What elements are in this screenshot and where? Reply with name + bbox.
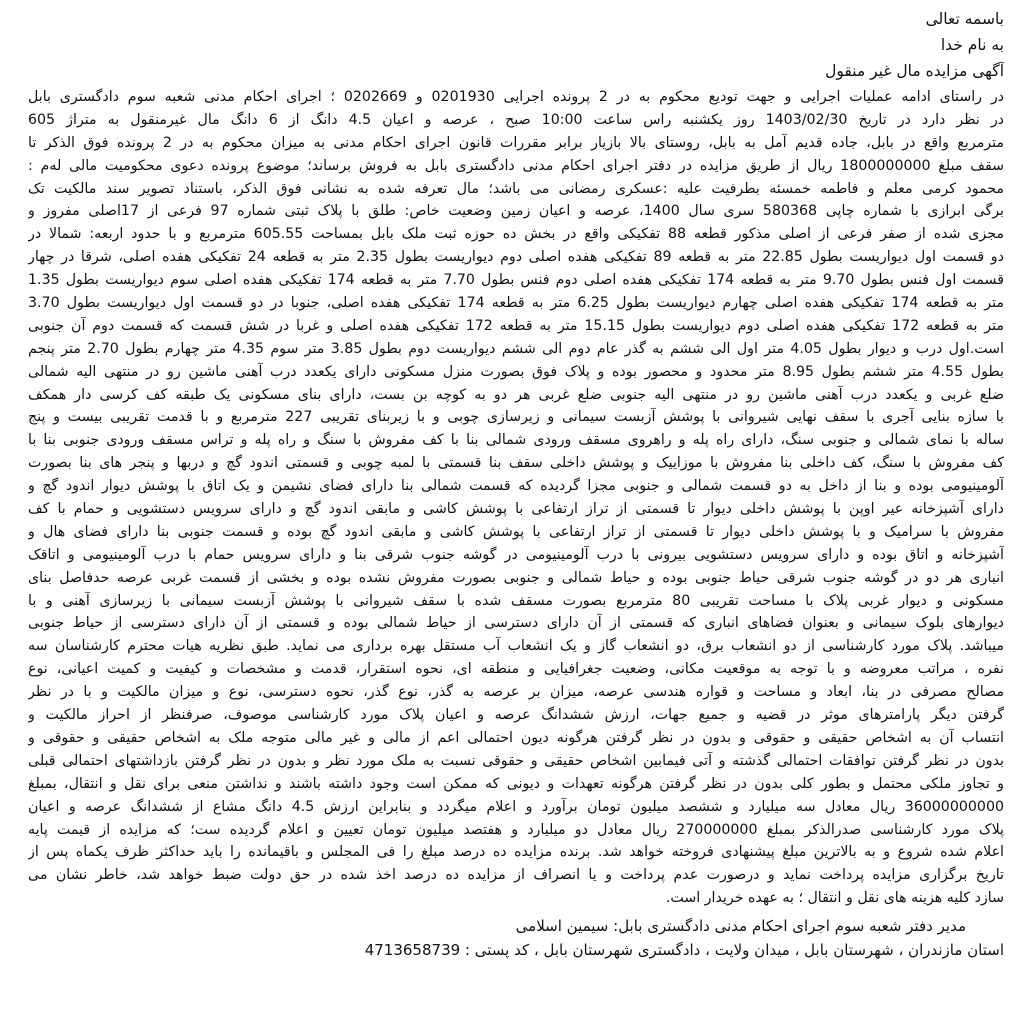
body-line: متر به قطعه 174 تفکیکی هفده اصلی چهارم دیواریست بطول 6.25 متر به قطعه 174 تفکیکی هفده اصلی، جنوبا در دو قسمت اول دیواریست بطول 3.70 [28, 295, 1004, 312]
body-line: است.اول درب و دیوار بطول 4.05 متر اول الی ششم به گذر عام دوم الی ششم دیواریست دوم بطول 3.85 متر سوم 4.35 متر چهارم بطول 2.70 متر پنجم [28, 340, 1004, 357]
notice-title: آگهی مزایده مال غیر منقول [825, 62, 1004, 80]
notice-body [28, 86, 1004, 910]
body-line: کف مفروش با سنگ، کف داخلی بنا مفروش با موزاییک و پوشش داخلی سقف بنا قسمتی با لمبه چوبی و قسمتی اندود گچ و دربها و پنجر های بنا بصورت [28, 455, 1004, 472]
body-line: میباشد. پلاک مورد کارشناسی از دو انشعاب برق، دو انشعاب گاز و یک انشعاب آب مستقل بهره برداری می نماید. طبق نظریه هیات محترم کارشناسان سه [28, 638, 1004, 655]
body-line: ساله با نمای شمالی و جنوبی سنگ، دارای راه پله و راهروی مسقف ورودی شمالی بنا با کف مفروش با سنگ و راه پله و تراس مسقف ورودی جنوبی بنا با [28, 432, 1004, 449]
notice-footer [28, 914, 1004, 962]
body-line: متر به قطعه 172 تفکیکی هفده اصلی دوم دیواریست بطول 15.15 متر به قطعه 172 تفکیکی هفده اصلی و غربا در شش قسمت که قسمت دوم آن جنوبی [28, 317, 1004, 334]
body-line: بدون در نظر گرفتن توافقات احتمالی گذشته و آتی فیمابین اشخاص حقیقی و حقوقی نسبت به ملک مورد نظر و بدون در نظر گرفتن بازداشتهای احتمالی قبلی [28, 752, 1004, 769]
body-line: و تجاوز ملکی محتمل و بطور کلی بدون در نظر گرفتن هرگونه تعهدات و دیونی که ممکن است وجود داشته باشند و نداشتن منعی برای نقل و انتقال، بمبلغ [28, 775, 1004, 792]
body-line: سقف مبلغ 1800000000 ریال از طریق مزایده در دفتر اجرای احکام مدنی دادگستری بابل به فروش برساند؛ موضوع پرونده دعوی محکومیت مالی له‌م : [28, 157, 1004, 174]
header-invocation: باسمه تعالی [925, 10, 1004, 28]
body-line: اعلام شده شروع و به بالاترین مبلغ پیشنهادی فروخته خواهد شد. برنده مزایده ده درصد مبلغ را فی المجلس و باقیمانده را باید حداکثر ظرف یکماه پس از [28, 844, 1004, 861]
body-line: برگی ابرازی با شماره چاپی 580368 سری سال 1400، عرصه و اعیان زمین وضعیت خاص: طلق با پلاک ثبتی شماره 97 فرعی از 17اصلی مفروز و [28, 203, 1004, 220]
body-line: تاریخ برگزاری مزایده پرداخت نماید و درصورت عدم پرداخت و یا انصراف از مزایده ده درصد اخذ شده در حق دولت ضبط خواهد شد، خاطر نشان می [28, 867, 1004, 884]
body-line: در راستای ادامه عملیات اجرایی و جهت تودیع محکوم به در 2 پرونده اجرایی 0201930 و 0202669 ؛ اجرای احکام مدنی شعبه سوم دادگستری بابل [28, 89, 1004, 105]
body-line: 36000000000 ریال معادل سه میلیارد و ششصد میلیون تومان برآورد و اعلام میگردد و بنابراین ارزش 4.5 دانگ مشاع از ششدانگ عرصه و اعیان [28, 798, 1004, 815]
body-line: نفره ، مراتب معروضه و با توجه به موقعیت مکانی، وضعیت جغرافیایی و منطقه ای، نحوه استقرار، قدمت و مشخصات و کیفیت و کمیت اعیانی، نوع [28, 661, 1004, 678]
body-line: مفروش با سرامیک و با پوشش داخلی دیوار تا قسمتی از تراز ارتفاعی با پوشش کاشی و مابقی اندود گچ بوده و قسمت جنوبی بنا دارای فضای هال و [28, 523, 1004, 540]
header-in-name: به نام خدا [940, 36, 1004, 54]
body-line: انتساب آن به اشخاص حقیقی و حقوقی و بدون در نظر گرفتن هرگونه دیون احتمالی اعم از مالی و غیر مالی متوجه ملک به اشخاص حقیقی و حقوقی و [28, 729, 1004, 746]
body-line: بطول 4.55 متر ششم بطول 8.95 متر محدود و محصور بوده و پلاک فوق بصورت منزل مسکونی دارای یکعدد درب آهنی ماشین رو در منتهی الیه شمالی [28, 363, 1004, 380]
court-address: استان مازندران ، شهرستان بابل ، میدان ولایت ، دادگستری شهرستان بابل ، کد پستی : 4713658739 [364, 941, 1004, 960]
body-line: دو قسمت اول دیواریست بطول 22.85 متر به قطعه 89 تفکیکی هفده اصلی دوم دیواریست بطول 2.35 متر به قطعه 24 تفکیکی هفده اصلی، شرقا در چهار [28, 249, 1004, 266]
office-manager-signature: مدیر دفتر شعبه سوم اجرای احکام مدنی دادگستری بابل: سیمین اسلامی [515, 917, 966, 936]
body-line: دیوارهای بلوک سیمانی و بعنوان فضاهای انباری که قسمتی از آن دارای دسترسی از حیاط شمالی بوده و قسمتی از آن دارای دسترسی از حیاط جنوبی [28, 615, 1004, 632]
body-line: با سازه بنایی آجری با سقف نهایی شیروانی با پوشش آزبست سیمانی و زیرسازی چوبی و با زیربنای تقریبی 227 مترمربع و با قدمت تقریبی بیست و پنج [28, 409, 1004, 426]
body-line: ضلع غربی و یکعدد درب آهنی ماشین رو در منتهی الیه جنوبی ضلع غربی هر دو به کوچه بن بست، دارای بنای مسکونی یک طبقه کف کرسی دار همکف [28, 386, 1004, 403]
body-line: انباری هر دو در گوشه جنوب شرقی حیاط جنوبی بوده و حیاط شمالی و جنوبی بصورت مفروش نشده بوده و بخشی از قسمت غربی عرصه حدفاصل بنای [28, 569, 1004, 586]
body-line: مجزی شده از صفر فرعی از اصلی مذکور قطعه 88 تفکیکی واقع در بخش ده حوزه ثبت ملک بابل بمساحت 605.55 مترمربع و با حدود اربعه: شمالا در [28, 226, 1004, 243]
body-line: سازد کلیه هزینه های نقل و انتقال ؛ به عهده خریدار است. [665, 890, 1004, 907]
body-line: دارای آشپزخانه عیر اوپن با پوشش داخلی دیوار تا قسمتی از تراز ارتفاعی با پوشش کاشی و مابقی اندود گچ و دارای سرویس دستشویی و حمام با کف [28, 501, 1004, 518]
body-line: مصالح مصرفی در بنا، ابعاد و مساحت و قواره هندسی عرصه، میزان بر عرصه به گذر، نوع گذر، نحوه دسترسی، نوع و میزان مالکیت و با در نظر [28, 684, 1004, 701]
body-line: در نظر دارد در تاریخ 1403/02/30 روز یکشنبه راس ساعت 10:00 صبح ، عرصه و اعیان 4.5 دانگ از 6 دانگ مال غیرمنقول به متراژ 605 [28, 111, 1004, 128]
body-line: آشپزخانه و اتاق بوده و دارای سرویس دستشویی بیرونی با درب آلومینیومی در گوشه جنوب شرقی بنا و دارای سرویس حمام با درب آلومینیومی و اتاقک [28, 546, 1004, 563]
body-line: گرفتن دیگر پارامترهای موثر در قضیه و جمیع جهات، ارزش ششدانگ عرصه و اعیان پلاک مورد کارشناسی موصوف، صرفنظر از احراز مالکیت و [28, 707, 1004, 724]
body-line: مسکونی و دیوار غربی پلاک با مساحت تقریبی 80 مترمربع بصورت مسقف شده با سقف شیروانی با پوشش آزبست سیمانی با زیرسازی آهنی و با [28, 592, 1004, 609]
body-line: مترمربع واقع در بابل، جاده قدیم آمل به بابل، روستای بالا بازیار برابر مقررات قانون اجرای احکام مدنی به میزان محکوم به در 2 پرونده فوق الذکر تا [28, 134, 1004, 151]
body-line: آلومینیومی بوده و بنا از داخل به دو قسمت شمالی و جنوبی مجزا گردیده که قسمت شمالی بنا دارای فضای نشیمن و یک اتاق با پوشش دیوار اندود گچ و [28, 478, 1004, 495]
body-line: پلاک مورد کارشناسی صدرالذکر بمبلغ 270000000 ریال معادل دو میلیارد و هفتصد میلیون تومان تعیین و اعلام گردیده ست؛ که مزایده از قیمت پایه [28, 821, 1004, 838]
body-line: قسمت اول فنس بطول 9.70 متر به قطعه 174 تفکیکی هفده اصلی دوم فنس بطول 7.70 متر به قطعه 174 تفکیکی هفده اصلی سوم دیواریست بطول 1.35 [28, 272, 1004, 289]
body-line: محمود کرمی معلم و فاطمه خمسئه بطرفیت علیه :عسکری رمضانی می باشد؛ مال تعرفه شده به نشانی فوق الذکر، باستناد تصویر سند مالکیت تک [28, 180, 1004, 197]
